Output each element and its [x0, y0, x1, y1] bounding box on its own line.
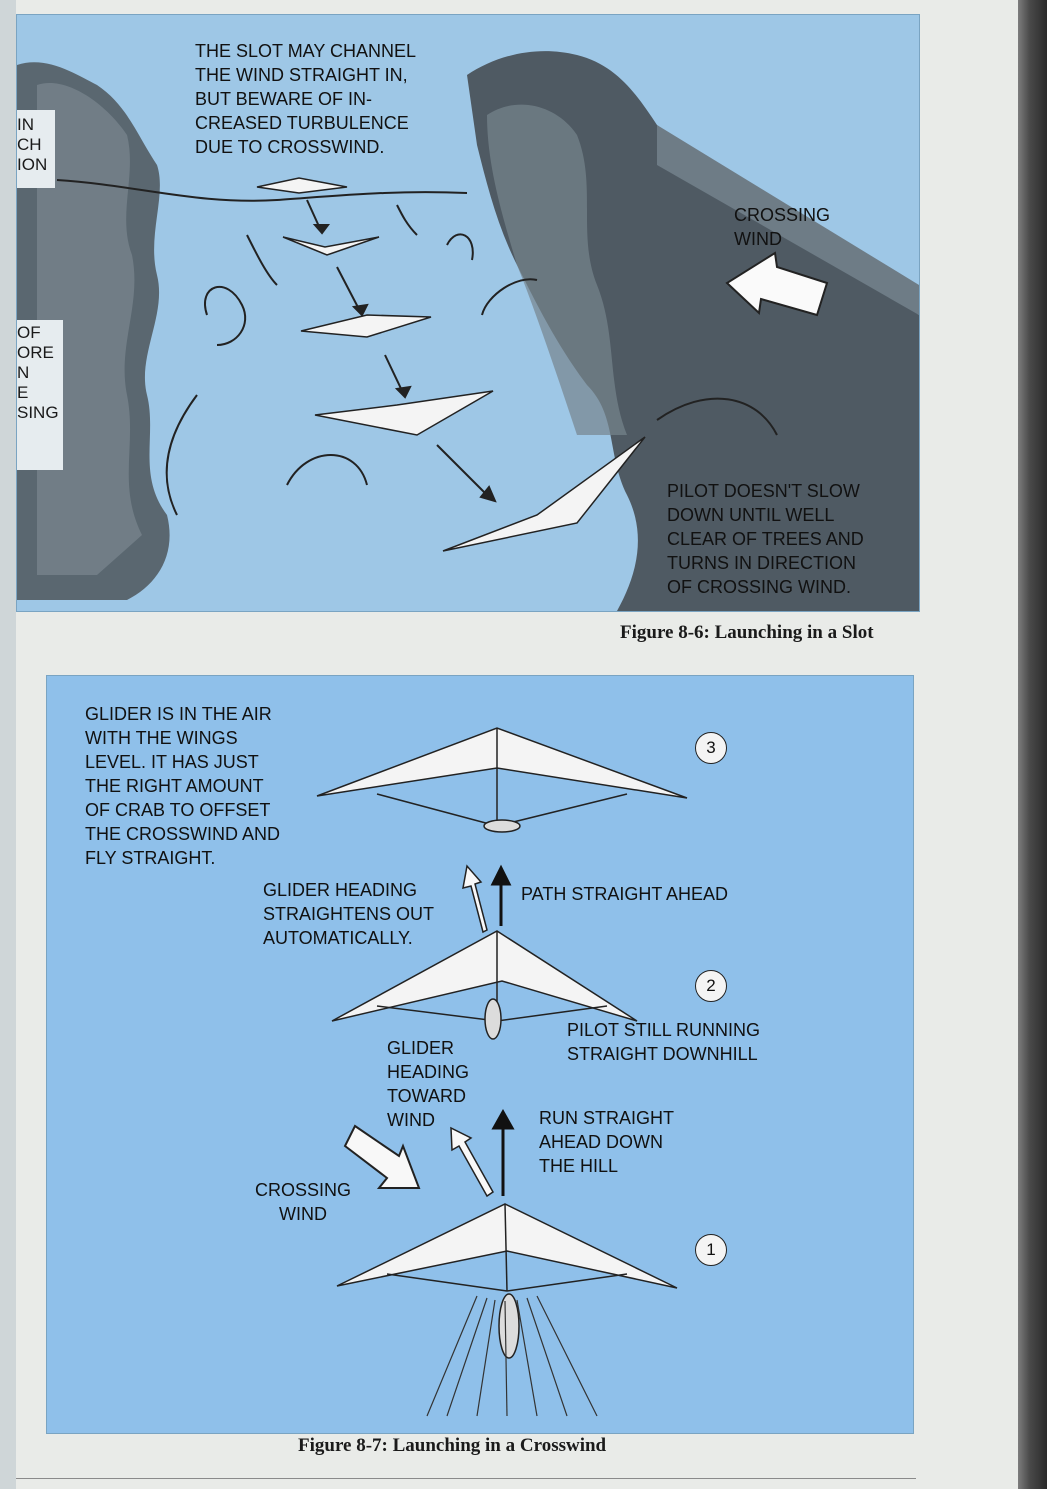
stage-1-marker: 1	[695, 1234, 727, 1266]
path-straight-arrow	[493, 868, 509, 926]
crosswind-label: CROSSING WIND	[255, 1180, 352, 1224]
slot-glider-1	[257, 178, 347, 193]
pilot-running-label: PILOT STILL RUNNING STRAIGHT DOWNHILL	[567, 1020, 761, 1064]
pilot-note-label: PILOT DOESN'T SLOW DOWN UNTIL WELL CLEAR OF TREES AND TURNS IN DIRECTION OF CROSSING WIND.	[667, 481, 864, 597]
slot-note-label: THE SLOT MAY CHANNEL THE WIND STRAIGHT IN, BUT BEWARE OF IN- CREASED TURBULENCE DUE TO CROSSWIND.	[195, 41, 417, 157]
figure-8-6-caption: Figure 8-6: Launching in a Slot	[620, 622, 874, 643]
heading-straightens-arrow	[463, 866, 487, 932]
cut-off-text-upper: IN CH ION	[17, 115, 48, 174]
cut-off-text-lower: OF ORE N E SING	[17, 323, 59, 422]
figure-8-6-panel	[16, 14, 920, 612]
book-binding-shadow	[1018, 0, 1047, 1489]
glider-stage-3	[317, 728, 687, 832]
page-edge-left	[0, 0, 16, 1489]
heading-toward-arrow	[451, 1128, 493, 1196]
slot-glider-4	[315, 391, 493, 435]
slot-glider-2	[283, 237, 379, 255]
run-straight-arrow	[494, 1112, 512, 1196]
heading-toward-label: GLIDER HEADING TOWARD WIND	[387, 1038, 470, 1130]
stage-3-marker: 3	[695, 732, 727, 764]
figure-8-7-caption: Figure 8-7: Launching in a Crosswind	[298, 1435, 607, 1456]
page-bottom-rule	[16, 1478, 916, 1479]
stage3-note-label: GLIDER IS IN THE AIR WITH THE WINGS LEVEL. IT HAS JUST THE RIGHT AMOUNT OF CRAB TO OFFSET THE CROSSWIND AND FLY STRAIGHT.	[85, 704, 281, 868]
heading-straightens-label: GLIDER HEADING STRAIGHTENS OUT AUTOMATICALLY.	[263, 880, 435, 948]
glider-stage-1	[337, 1204, 677, 1358]
crossing-wind-label: CROSSING WIND	[734, 205, 831, 249]
stage-2-marker: 2	[695, 970, 727, 1002]
slot-glider-3	[301, 315, 431, 337]
path-straight-label: PATH STRAIGHT AHEAD	[521, 884, 729, 904]
run-straight-label: RUN STRAIGHT AHEAD DOWN THE HILL	[539, 1108, 674, 1176]
figure-8-7-panel	[46, 675, 914, 1434]
crosswind-arrow	[345, 1126, 419, 1188]
